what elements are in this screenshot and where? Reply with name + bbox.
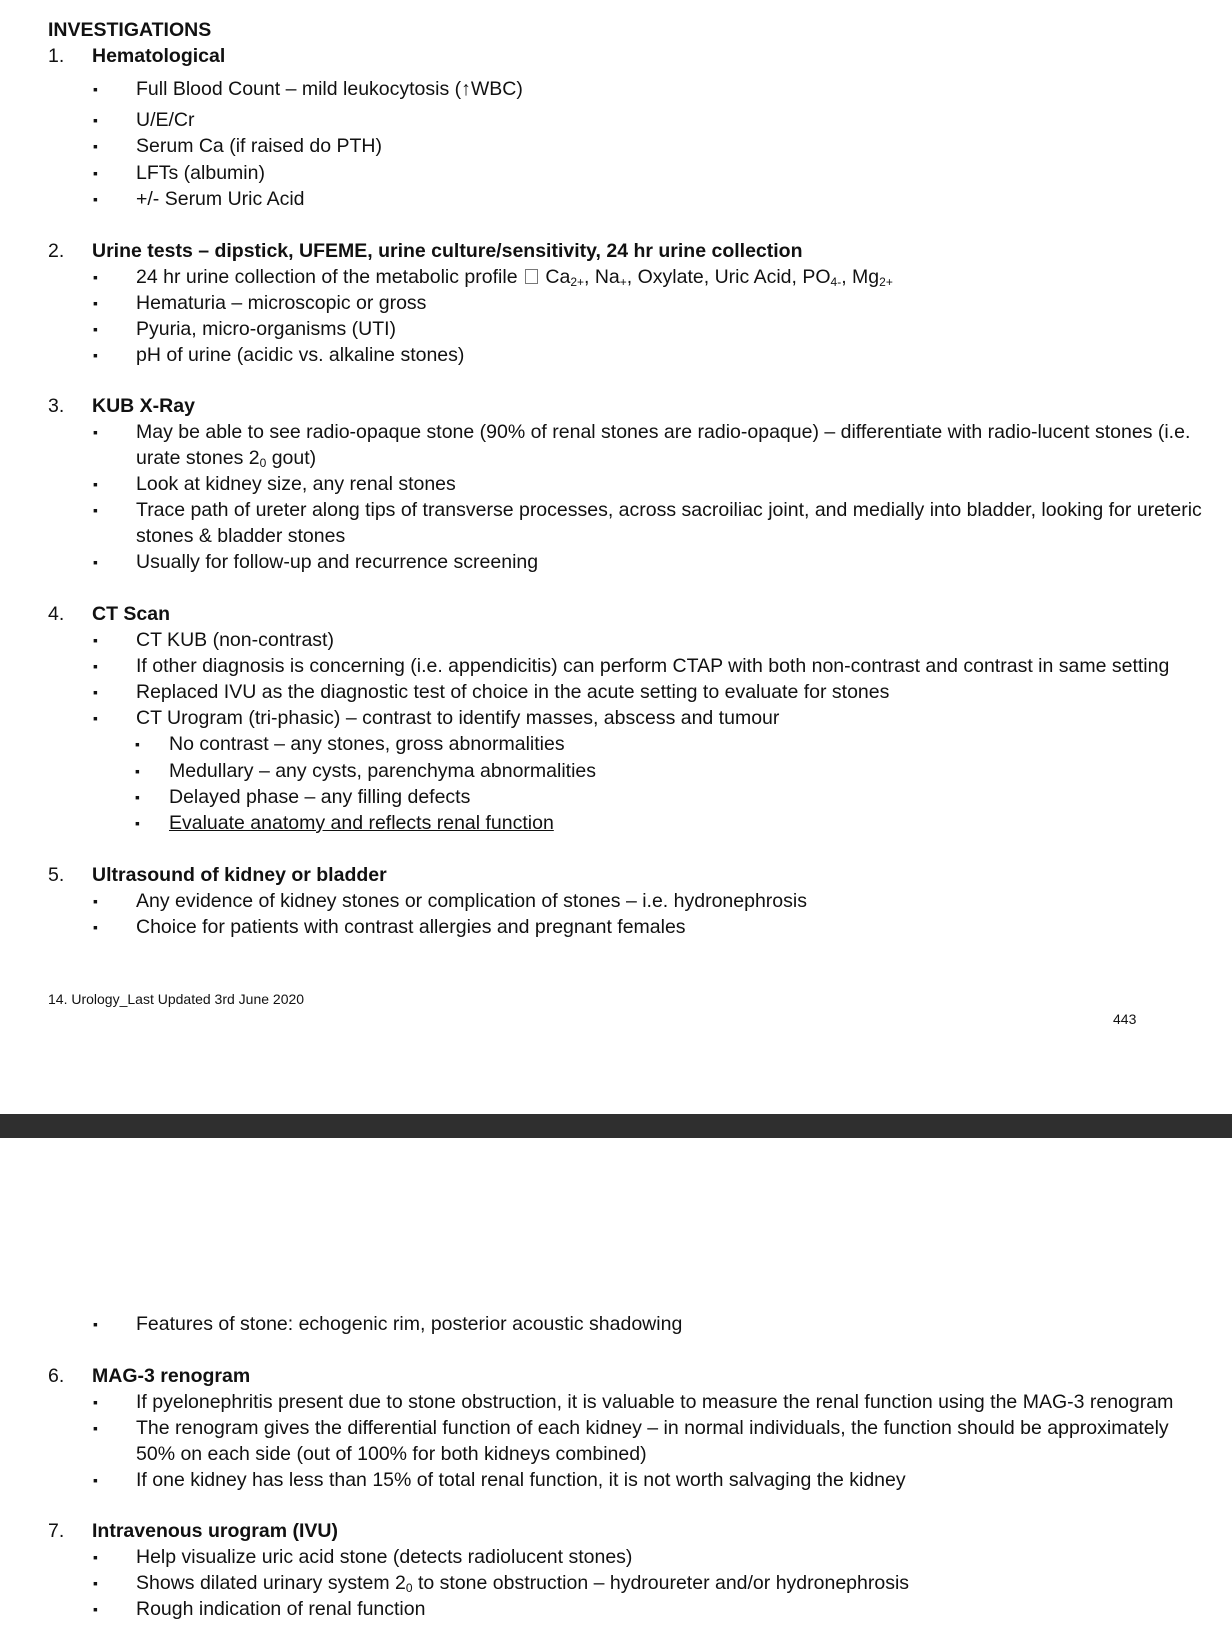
ivu-text-a: Shows dilated urinary system 2: [136, 1572, 406, 1594]
other-analytes: , Oxylate, Uric Acid, PO: [626, 266, 831, 288]
magnesium: , Mg: [841, 266, 880, 288]
section-number: 4.: [48, 603, 65, 625]
bullet-icon: ▪: [93, 191, 98, 207]
magnesium-charge: 2+: [879, 275, 893, 289]
bullet-icon: ▪: [93, 138, 98, 154]
section-number: 3.: [48, 395, 65, 417]
calcium: Ca: [545, 266, 571, 288]
sub-bullet-icon: ▪: [135, 815, 140, 831]
bullet-icon: ▪: [93, 295, 98, 311]
bullet-icon: ▪: [93, 658, 98, 674]
bullet-icon: ▪: [93, 321, 98, 337]
section-title: MAG-3 renogram: [92, 1365, 251, 1387]
metabolic-profile-label: 24 hr urine collection of the metabolic profile: [136, 266, 518, 288]
list-item: [136, 264, 893, 292]
bullet-icon: ▪: [93, 476, 98, 492]
list-item: Rough indication of renal function: [136, 1598, 426, 1620]
sub-list-item: No contrast – any stones, gross abnormalities: [169, 733, 565, 755]
list-item-line: Trace path of ureter along tips of transverse processes, across sacroiliac joint, and medially into bladder, looking for ureteric: [136, 499, 1202, 521]
calcium-charge: 2+: [570, 275, 585, 289]
bullet-icon: ▪: [93, 632, 98, 648]
list-item: [136, 1570, 909, 1598]
bullet-icon: ▪: [93, 893, 98, 909]
sub-list-item: Delayed phase – any filling defects: [169, 786, 471, 808]
urate-text: urate stones 2: [136, 447, 260, 469]
list-item-line: stones & bladder stones: [136, 525, 346, 547]
sub-list-item: Evaluate anatomy and reflects renal function: [169, 812, 554, 834]
page-heading: INVESTIGATIONS: [48, 19, 212, 41]
bullet-icon: ▪: [93, 1420, 98, 1436]
list-item: Help visualize uric acid stone (detects radiolucent stones): [136, 1546, 633, 1568]
bullet-icon: ▪: [93, 1472, 98, 1488]
sub-bullet-icon: ▪: [135, 789, 140, 805]
list-item: Features of stone: echogenic rim, posterior acoustic shadowing: [136, 1313, 683, 1335]
sub-bullet-icon: ▪: [135, 763, 140, 779]
bullet-icon: ▪: [93, 81, 98, 97]
list-item-line: May be able to see radio-opaque stone (90% of renal stones are radio-opaque) – differentiate with radio-lucent stones (i.e.: [136, 421, 1191, 443]
section-number: 6.: [48, 1365, 65, 1387]
section-title: Ultrasound of kidney or bladder: [92, 864, 387, 886]
list-item: Choice for patients with contrast allergies and pregnant females: [136, 916, 686, 938]
arrow-placeholder-icon: [525, 269, 538, 284]
secondary-subscript: 0: [405, 1581, 413, 1595]
list-item: CT Urogram (tri-phasic) – contrast to identify masses, abscess and tumour: [136, 707, 780, 729]
bullet-icon: ▪: [93, 1394, 98, 1410]
list-item: Replaced IVU as the diagnostic test of choice in the acute setting to evaluate for stones: [136, 681, 890, 703]
section-title: Hematological: [92, 45, 226, 67]
phosphate-charge: 4-: [830, 275, 842, 289]
bullet-icon: ▪: [93, 1601, 98, 1617]
section-number: 1.: [48, 45, 65, 67]
bullet-icon: ▪: [93, 347, 98, 363]
sodium: , Na: [584, 266, 620, 288]
list-item: LFTs (albumin): [136, 162, 265, 184]
ivu-text-b: to stone obstruction – hydroureter and/or hydronephrosis: [412, 1572, 910, 1594]
list-item: Serum Ca (if raised do PTH): [136, 135, 382, 157]
list-item: +/- Serum Uric Acid: [136, 188, 305, 210]
secondary-subscript: 0: [259, 456, 267, 470]
list-item: U/E/Cr: [136, 109, 195, 131]
bullet-icon: ▪: [93, 919, 98, 935]
page-number: 443: [1113, 1011, 1137, 1027]
list-item: If pyelonephritis present due to stone obstruction, it is valuable to measure the renal function using the MAG-3 renogram: [136, 1391, 1174, 1413]
section-number: 2.: [48, 240, 65, 262]
bullet-icon: ▪: [93, 424, 98, 440]
bullet-icon: ▪: [93, 112, 98, 128]
list-item: Pyuria, micro-organisms (UTI): [136, 318, 397, 340]
list-item: Look at kidney size, any renal stones: [136, 473, 456, 495]
gout-text: gout): [266, 447, 317, 469]
list-item: Hematuria – microscopic or gross: [136, 292, 427, 314]
section-number: 7.: [48, 1520, 65, 1542]
list-item-line: The renogram gives the differential function of each kidney – in normal individuals, the function should be approximately: [136, 1417, 1169, 1439]
sub-list-item: Medullary – any cysts, parenchyma abnormalities: [169, 760, 597, 782]
footer-text: 14. Urology_Last Updated 3rd June 2020: [48, 991, 305, 1007]
section-number: 5.: [48, 864, 65, 886]
list-item: If one kidney has less than 15% of total renal function, it is not worth salvaging the kidney: [136, 1469, 906, 1491]
bullet-icon: ▪: [93, 684, 98, 700]
bullet-icon: ▪: [93, 710, 98, 726]
bullet-icon: ▪: [93, 1316, 98, 1332]
bullet-icon: ▪: [93, 269, 98, 285]
section-title: Intravenous urogram (IVU): [92, 1520, 338, 1542]
section-title: CT Scan: [92, 603, 171, 625]
list-item-line: 50% on each side (out of 100% for both kidneys combined): [136, 1443, 647, 1465]
sub-bullet-icon: ▪: [135, 736, 140, 752]
bullet-icon: ▪: [93, 502, 98, 518]
section-title: KUB X-Ray: [92, 395, 195, 417]
list-item: pH of urine (acidic vs. alkaline stones): [136, 344, 465, 366]
page-separator: [0, 1114, 1232, 1138]
list-item: If other diagnosis is concerning (i.e. appendicitis) can perform CTAP with both non-contrast and contrast in same setting: [136, 655, 1170, 677]
bullet-icon: ▪: [93, 165, 98, 181]
list-item: CT KUB (non-contrast): [136, 629, 334, 651]
list-item: Any evidence of kidney stones or complication of stones – i.e. hydronephrosis: [136, 890, 807, 912]
sodium-charge: +: [619, 275, 627, 289]
section-title: Urine tests – dipstick, UFEME, urine culture/sensitivity, 24 hr urine collection: [92, 240, 803, 262]
list-item-line: [136, 445, 316, 473]
list-item: Full Blood Count – mild leukocytosis (↑WBC): [136, 78, 523, 100]
list-item: Usually for follow-up and recurrence screening: [136, 551, 539, 573]
bullet-icon: ▪: [93, 554, 98, 570]
bullet-icon: ▪: [93, 1575, 98, 1591]
bullet-icon: ▪: [93, 1549, 98, 1565]
